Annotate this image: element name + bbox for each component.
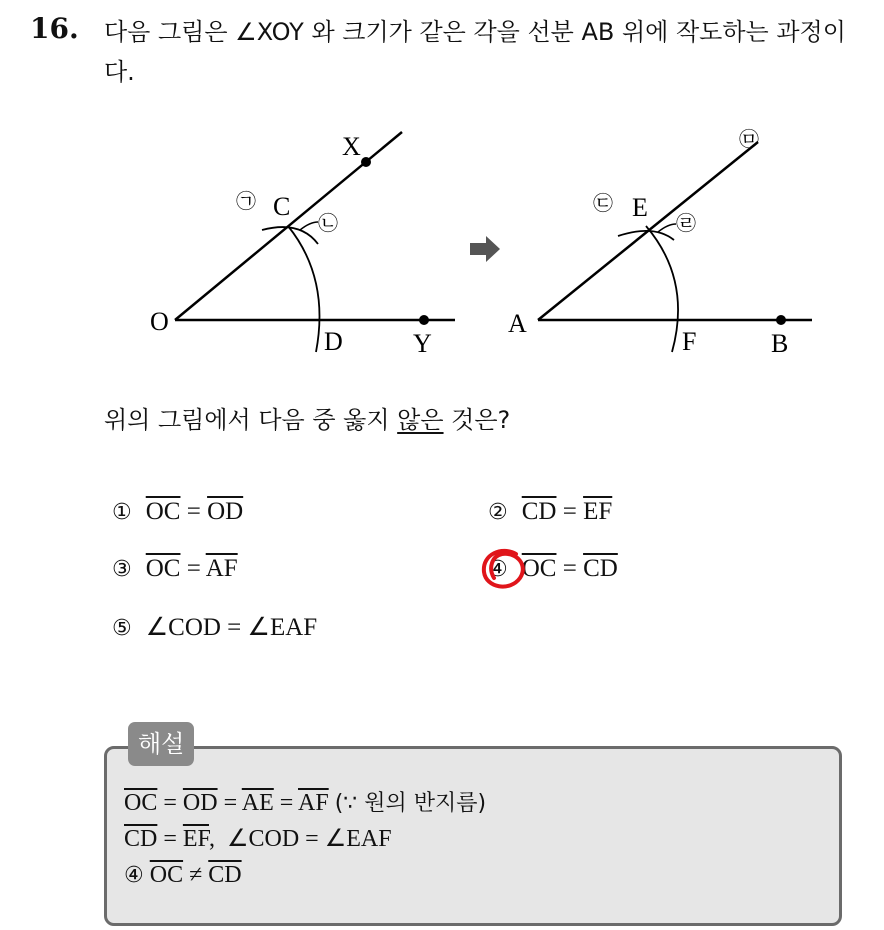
pointer-n [300, 222, 318, 230]
step-label-1: ㉠ [236, 189, 256, 213]
label-x: X [342, 132, 361, 161]
segment: $\overline{AE}$ [241, 790, 274, 816]
question-prompt [104, 400, 510, 435]
operator: ≠ [189, 862, 203, 888]
segment: $\overline{AF}$ [298, 790, 329, 816]
prompt-after: 것은? [443, 406, 511, 434]
segment: $\overline{EF}$ [182, 826, 209, 852]
choice-mark: ③ [112, 557, 132, 582]
prompt-before: 위의 그림에서 다음 중 옳지 [104, 406, 398, 434]
label-d: D [324, 327, 343, 356]
label-o: O [150, 307, 169, 336]
segment: $\overline{CD}$ [208, 862, 242, 888]
choice-mark: ① [112, 500, 132, 525]
operator: = [186, 498, 201, 525]
step-label-5: ㉤ [739, 127, 759, 151]
label-f: F [682, 327, 697, 356]
choice-mark: ④ [488, 557, 508, 582]
segment: $\overline{EF}$ [583, 498, 613, 525]
construction-figure [0, 0, 884, 380]
segment: $\overline{OC}$ [124, 790, 158, 816]
answer-mark: ④ [124, 863, 144, 888]
left-construction [175, 132, 455, 352]
segment: $\overline{OD}$ [182, 790, 218, 816]
step-label-3: ㉢ [593, 191, 613, 215]
segment: $\overline{OC}$ [521, 555, 557, 582]
solution-line-1: $\overline{OC} = \overline{OD} = \overline{AE} = \overline{AF}$ (∵ 원의 반지름) [124, 790, 487, 816]
pointer-r [658, 224, 676, 232]
choice-3[interactable] [112, 555, 238, 583]
step-label-4: ㉣ [676, 211, 696, 235]
segment: $\overline{CD}$ [521, 498, 557, 525]
step-label-2: ㉡ [318, 211, 338, 235]
solution-line-2: $\overline{CD} = \overline{EF}$, ∠COD = ∠EAF [124, 826, 392, 852]
point-x [361, 157, 371, 167]
segment: $\overline{CD}$ [124, 826, 158, 852]
label-e: E [632, 193, 648, 222]
operator: = [562, 498, 577, 525]
solution-line-3 [124, 862, 242, 889]
label-b: B [771, 329, 789, 358]
segment: $\overline{OC}$ [145, 555, 181, 582]
choice-2[interactable] [488, 498, 612, 526]
solution-tag: 해설 [128, 722, 194, 766]
point-b [776, 315, 786, 325]
arc-d [288, 226, 320, 352]
label-y: Y [413, 329, 432, 358]
choice-text: ∠COD = ∠EAF [145, 614, 318, 641]
choice-mark: ⑤ [112, 616, 132, 641]
right-construction [538, 142, 812, 352]
arc-f [646, 226, 678, 352]
segment: $\overline{OC}$ [145, 498, 181, 525]
segment: $\overline{OC}$ [149, 862, 184, 888]
segment: $\overline{AF}$ [205, 555, 238, 582]
question-text: 다음 그림은 ∠XOY 와 크기가 같은 각을 선분 AB 위에 작도하는 과정이다. [104, 18, 846, 86]
operator: = [186, 555, 201, 582]
label-a: A [508, 309, 527, 338]
choice-mark: ② [488, 500, 508, 525]
segment: $\overline{OD}$ [207, 498, 244, 525]
solution-note: (∵ 원의 반지름) [334, 791, 487, 816]
label-c: C [273, 192, 291, 221]
prompt-underlined: 않은 [397, 406, 444, 434]
question-number: 16. [30, 12, 79, 45]
choice-1[interactable] [112, 498, 243, 526]
point-y [419, 315, 429, 325]
angle-equation: ∠COD = ∠EAF [226, 826, 392, 852]
choice-5[interactable] [112, 612, 317, 642]
transition-arrow-icon [470, 236, 500, 262]
answer-circle-icon [478, 546, 528, 594]
segment: $\overline{CD}$ [583, 555, 618, 582]
operator: = [562, 555, 577, 582]
